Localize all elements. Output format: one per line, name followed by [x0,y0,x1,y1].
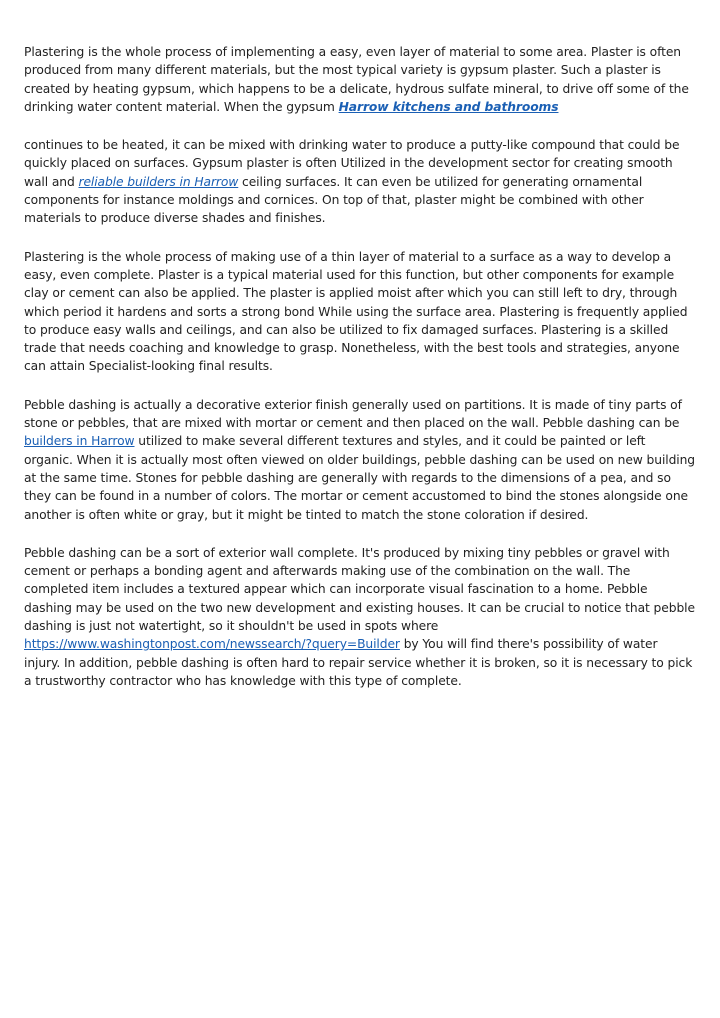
paragraph-text: Plastering is the whole process of making use of a thin layer of material to a surface as a way to develop a easy, even complete. Plaster is a typical material used for this function, but other components for example clay or cement can also be applied. The plaster is applied moist after which you can still left to dry, through which period it hardens and sorts a strong bond While using the surface area. Plastering is frequently applied to produce easy walls and ceilings, and can also be utilized to fix damaged surfaces. Plastering is a skilled trade that needs coaching and knowledge to grasp. Nonetheless, with the best tools and strategies, anyone can attain Specialist-looking final results. [24,249,688,374]
paragraph-text: ceiling surfaces. It can even be utilized for generating ornamental components for instance moldings and cornices. On top of that, plaster might be combined with other materials to produce diverse shades and finishes. [24,174,644,226]
link-reliable-builders-in-harrow[interactable]: reliable builders in Harrow [78,174,239,189]
link-harrow-kitchens-and-bathrooms[interactable]: Harrow kitchens and bathrooms [338,99,559,114]
paragraph-gypsum-plaster [24,136,696,227]
paragraph-text: Pebble dashing can be a sort of exterior wall complete. It's produced by mixing tiny pebbles or gravel with cement or perhaps a bonding agent and afterwards making use of the combination on the wall. The completed item includes a textured appear which can incorporate visual fascination to a home. Pebble dashing may be used on the two new development and existing houses. It can be crucial to notice that pebble dashing is just not watertight, so it shouldn't be used in spots where [24,545,695,634]
paragraph-plastering-intro [24,43,696,116]
paragraph-text: by You will find there's possibility of water injury. In addition, pebble dashing is often hard to repair service whether it is broken, so it is necessary to pick a trustworthy contractor who has knowledge with this type of complete. [24,637,693,688]
link-builders-in-harrow[interactable]: builders in Harrow [24,434,135,449]
paragraph-text: utilized to make several different textures and styles, and it could be painted or left organic. When it is actually most often viewed on older buildings, pebble dashing can be used on new building at the same time. Stones for pebble dashing are generally with regards to the dimensions of a pea, and so they can be found in a number of colors. The mortar or cement accustomed to bind the stones alongside one another is often white or gray, but it might be tinted to match the stone coloration if desired. [24,434,696,522]
paragraph-text: Pebble dashing is actually a decorative exterior finish generally used on partitions. It is made of tiny parts of stone or pebbles, that are mixed with mortar or cement and then placed on the wall. Pebble dashing can be [24,397,682,431]
document-body [24,43,696,710]
paragraph-text: continues to be heated, it can be mixed with drinking water to produce a putty-like compound that could be quickly placed on surfaces. Gypsum plaster is often Utilized in the development sector for creating smooth wall and [24,138,680,189]
paragraph-pebble-dashing-finish [24,396,696,524]
paragraph-pebble-dashing-wall [24,544,696,690]
paragraph-text: Plastering is the whole process of implementing a easy, even layer of material to some area. Plaster is often produced from many different materials, but the most typical variety is gypsum plaster. Such a plaster is created by heating gypsum, which happens to be a delicate, hydrous sulfate mineral, to drive off some of the drinking water content material. When the gypsum [24,45,689,114]
paragraph-plastering-process [24,248,696,376]
link-washingtonpost-search[interactable]: https://www.washingtonpost.com/newssearch/?query=Builder [24,637,400,652]
